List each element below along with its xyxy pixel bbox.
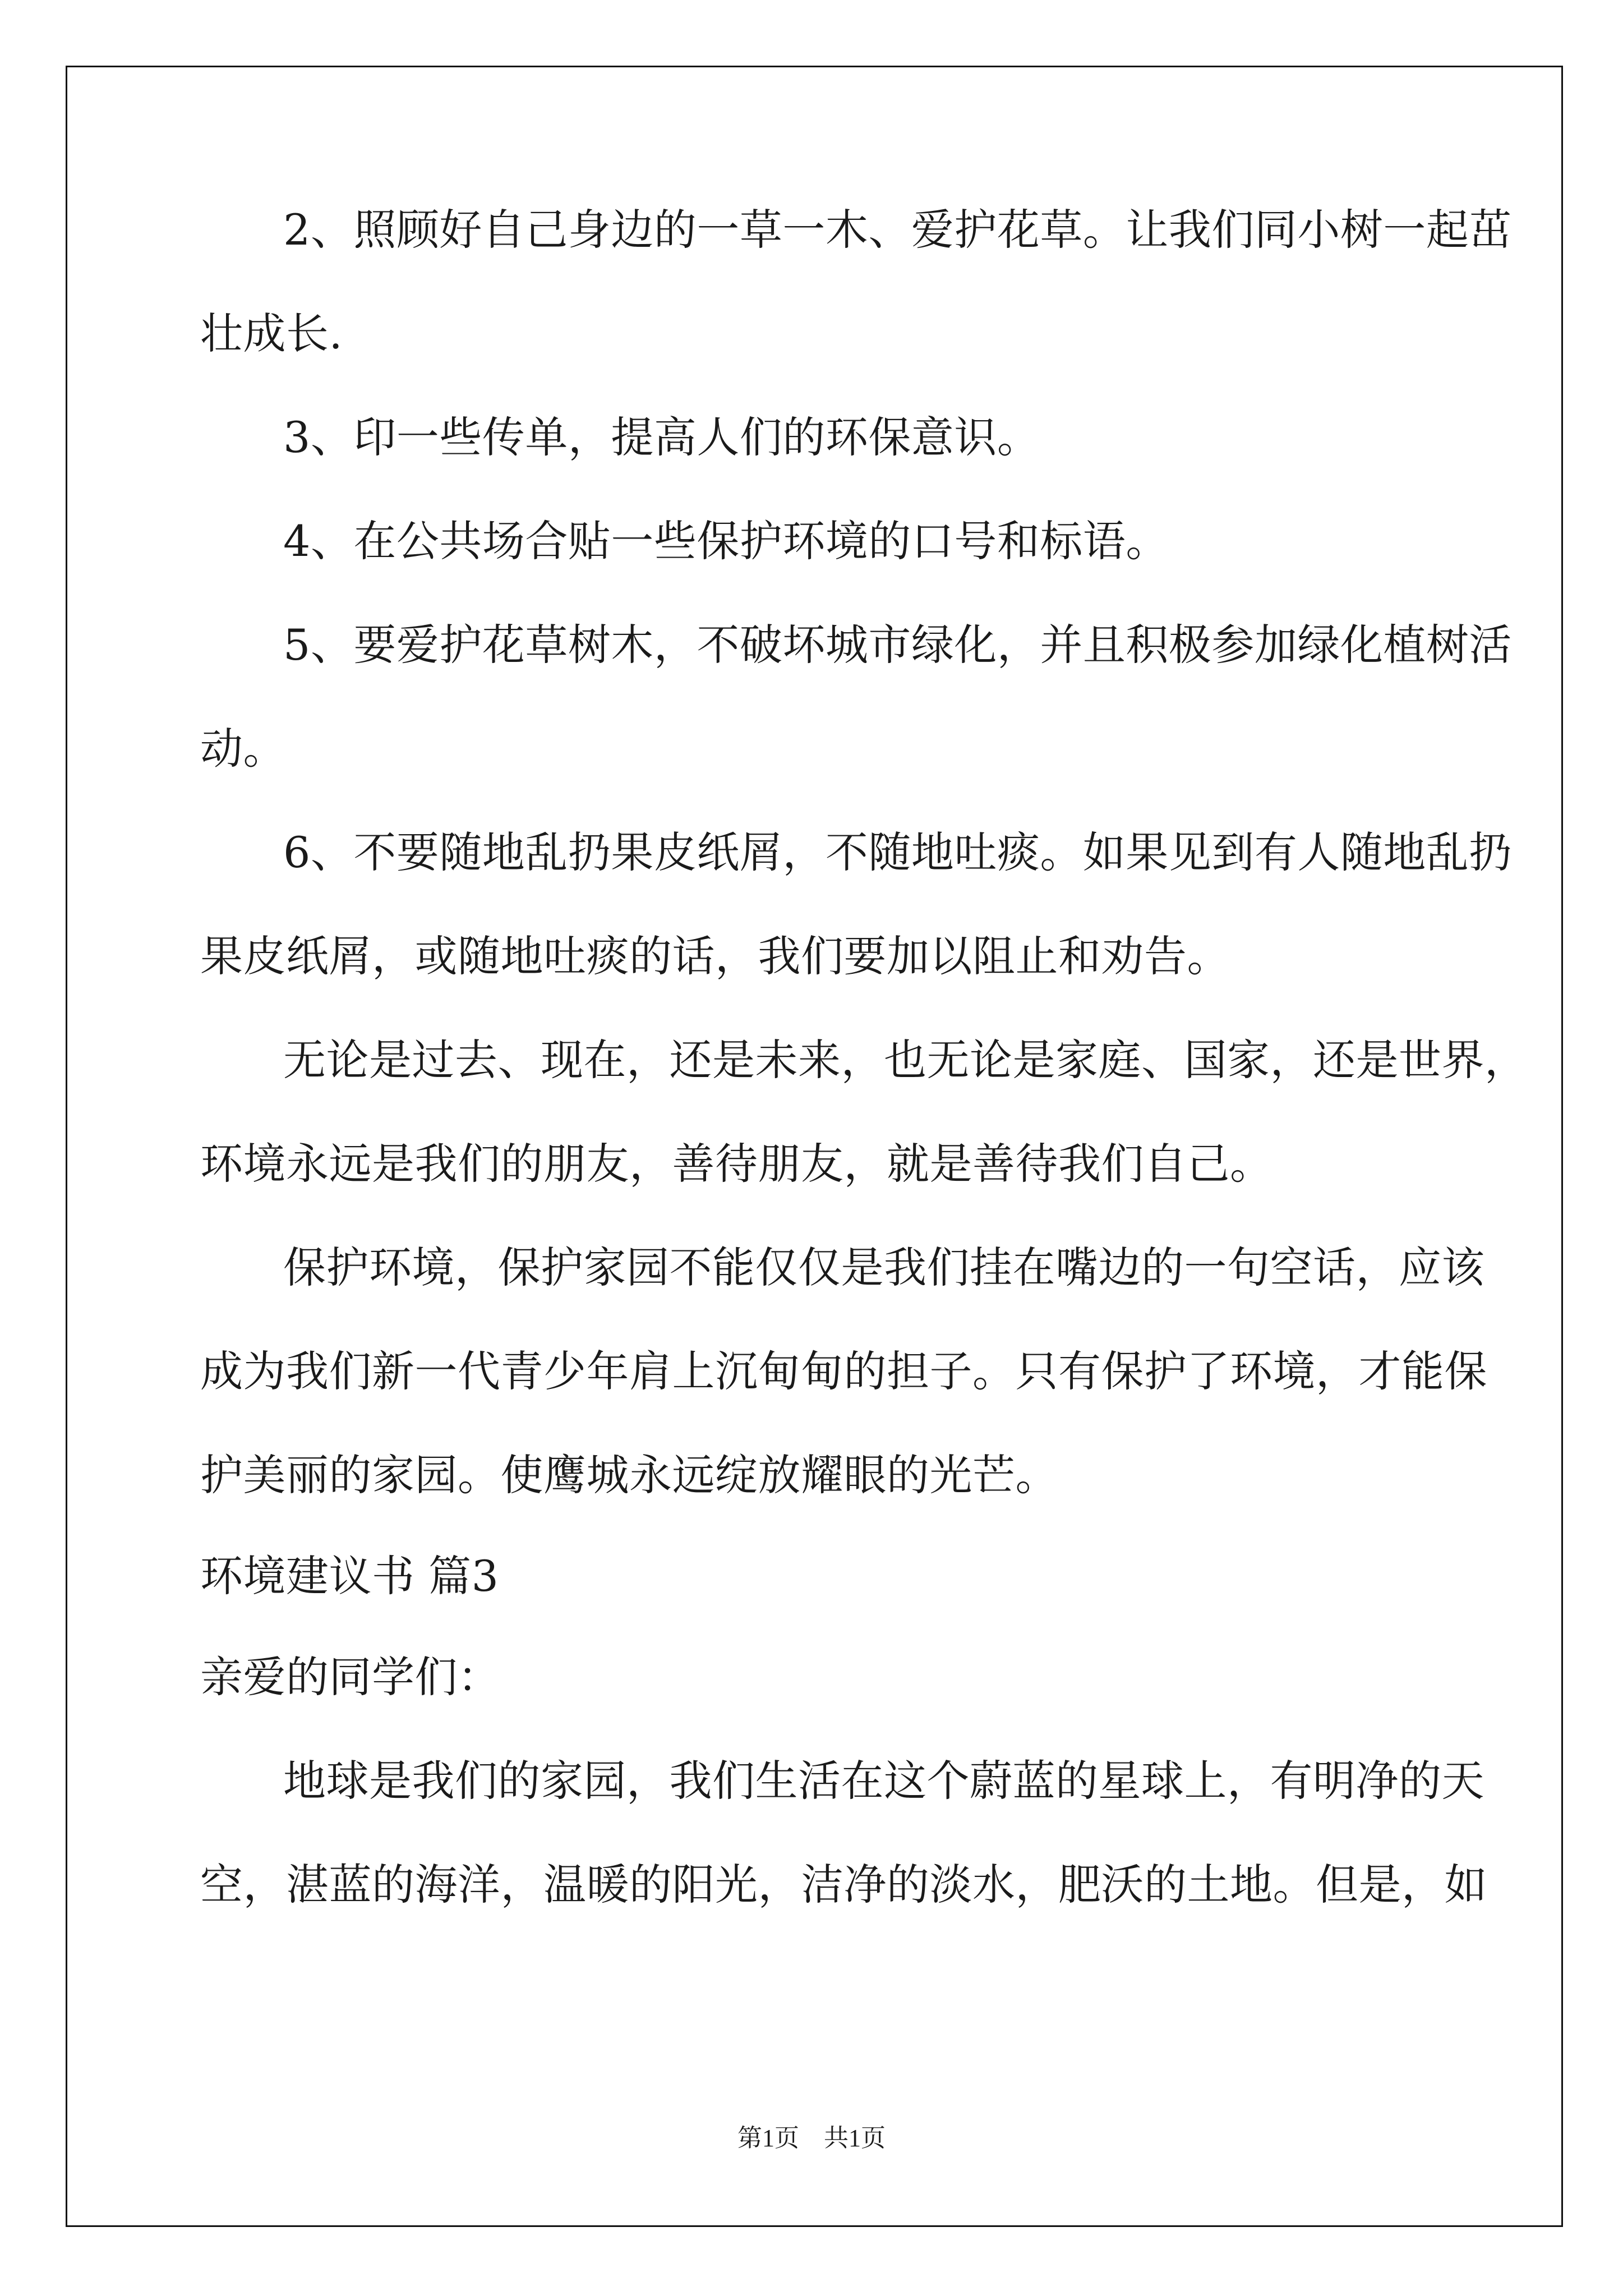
paragraph-line: 壮成长. (200, 309, 343, 358)
paragraph-line: 2、照顾好自己身边的一草一木、爱护花草。让我们同小树一起茁 (283, 205, 1512, 255)
paragraph-line: 动。 (200, 724, 286, 774)
paragraph-line: 地球是我们的家园，我们生活在这个蔚蓝的星球上，有明净的天 (283, 1756, 1484, 1806)
paragraph-line: 6、不要随地乱扔果皮纸屑，不随地吐痰。如果见到有人随地乱扔 (283, 827, 1512, 877)
page-number: 第1页 共1页 (737, 2124, 886, 2152)
paragraph-line: 4、在公共场合贴一些保护环境的口号和标语。 (283, 516, 1169, 566)
paragraph-line: 5、要爱护花草树木，不破坏城市绿化，并且积极参加绿化植树活 (283, 620, 1512, 670)
paragraph-line: 护美丽的家园。使鹰城永远绽放耀眼的光芒。 (200, 1450, 1058, 1500)
paragraph-line: 环境永远是我们的朋友，善待朋友，就是善待我们自己。 (200, 1139, 1273, 1189)
paragraph-line: 保护环境，保护家园不能仅仅是我们挂在嘴边的一句空话，应该 (283, 1243, 1484, 1292)
paragraph-line: 无论是过去、现在，还是未来，也无论是家庭、国家，还是世界， (283, 1035, 1528, 1085)
paragraph-line: 成为我们新一代青少年肩上沉甸甸的担子。只有保护了环境，才能保 (200, 1346, 1487, 1396)
salutation: 亲爱的同学们： (200, 1652, 501, 1702)
section-heading: 环境建议书 篇3 (200, 1551, 499, 1601)
paragraph-line: 果皮纸屑，或随地吐痰的话，我们要加以阻止和劝告。 (200, 931, 1230, 981)
paragraph-line: 3、印一些传单，提高人们的环保意识。 (283, 412, 1040, 462)
paragraph-line: 空，湛蓝的海洋，温暖的阳光，洁净的淡水，肥沃的土地。但是，如 (200, 1860, 1487, 1910)
